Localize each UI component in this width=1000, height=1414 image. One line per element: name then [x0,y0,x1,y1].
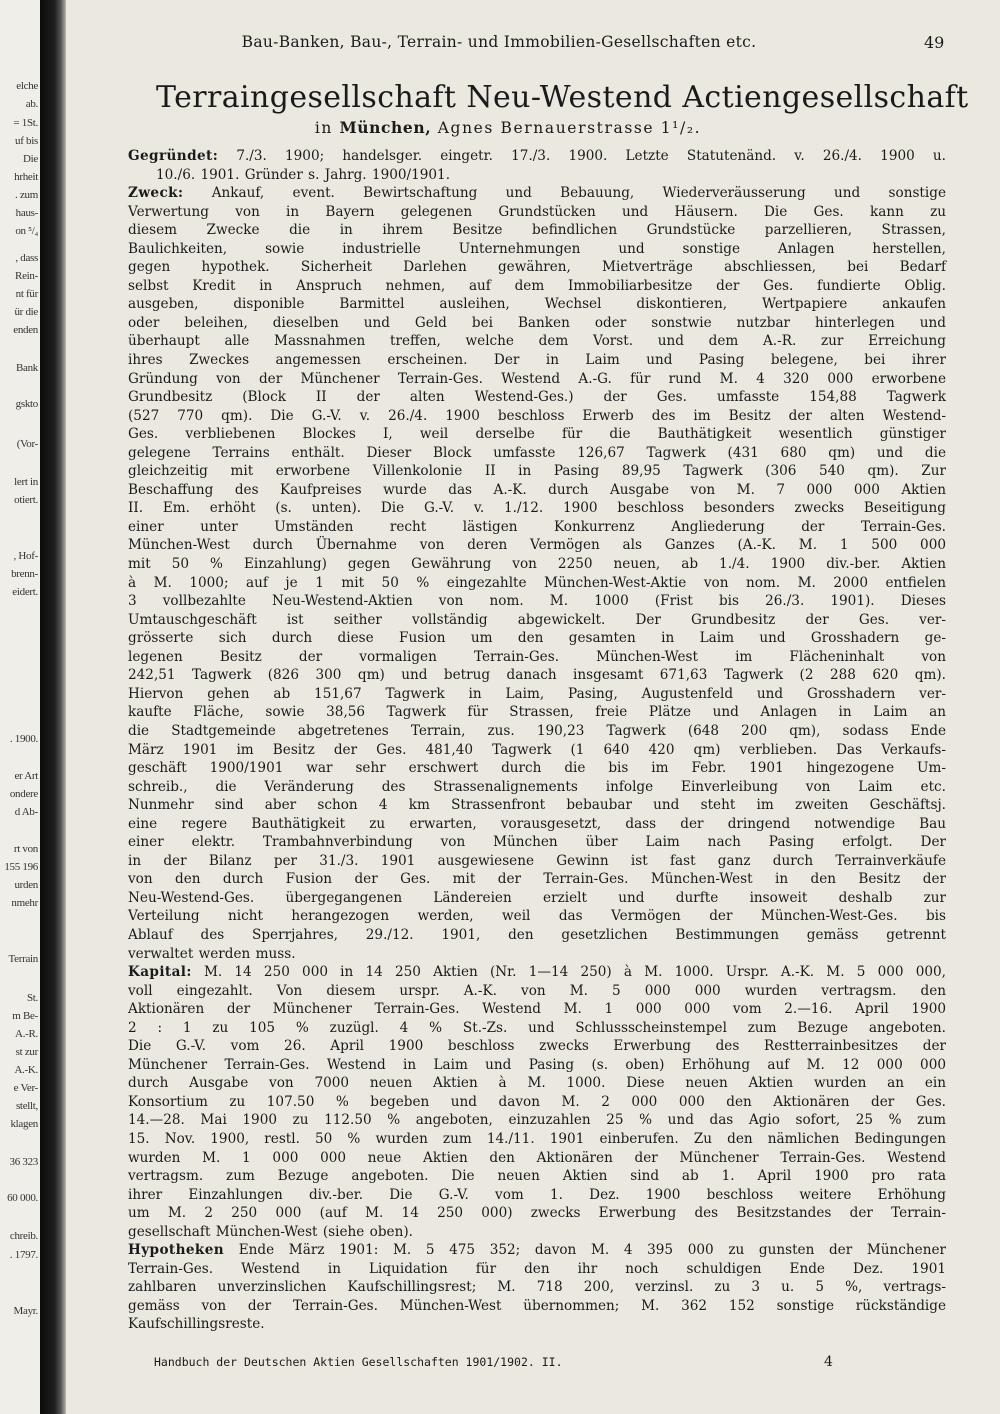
line-text: 2 : 1 zu 105 % zuzügl. 4 % St.-Zs. und Schlussscheinstempel zum Bezuge angeboten. [128,1019,946,1036]
facing-page-fragment: A.-K. [14,1064,38,1076]
page-number: 49 [924,33,945,52]
line-text: Konsortium zu 107.50 % begeben und davon M. 2 000 000 den Aktionären der Ges. [128,1093,946,1110]
facing-page-margin [0,0,40,1414]
text-line [128,1204,946,1223]
facing-page-fragment: otiert. [14,494,38,506]
text-line [128,982,946,1001]
text-line [128,1093,946,1112]
text-line [128,778,946,797]
footer-source: Handbuch der Deutschen Aktien Gesellschaften 1901/1902. II. [154,1355,563,1369]
line-text: Terrain-Ges. Westend in Liquidation für den ihr noch schuldigen Ende Dez. 1901 [128,1260,946,1277]
text-line [128,722,946,741]
text-line [128,1111,946,1130]
company-address [308,118,708,137]
text-line [128,370,946,389]
section-label: Hypotheken [128,1242,225,1259]
document-page [66,0,1000,1414]
facing-page-fragment: hrheit [14,171,38,183]
facing-page-fragment: A.-R. [15,1028,38,1040]
text-line [128,666,946,685]
line-text: geschäft 1900/1901 war sehr erschwert durch die bis im Febr. 1901 hingezogene Um- [128,760,946,777]
line-text: gelegene Terrains enthält. Dieser Block umfasste 126,67 Tagwerk (431 680 qm) und die [128,444,946,461]
facing-page-fragment: ondere [9,788,38,800]
line-text: Grundbesitz (Block II der alten Westend-Ges.) der Ges. umfasste 154,88 Tagwerk [128,389,946,406]
facing-page-fragment: eidert. [12,586,38,598]
text-line [128,221,946,240]
line-text: mit 50 % Einzahlung) gegen Gewährung von 2250 neuen, ab 1./4. 1900 div.-ber. Aktien [128,556,946,573]
line-text: 242,51 Tagwerk (826 300 qm) und betrug danach insgesamt 671,63 Tagwerk (2 288 620 qm). [128,667,946,684]
facing-page-fragment: = 1St. [13,117,38,129]
line-text: um M. 2 250 000 (auf M. 14 250 000) zwecks Erwerbung des Besitzstandes der Terrain- [128,1205,946,1222]
text-line [128,629,946,648]
line-text: selbst Kredit in Anspruch nehmen, auf dem Immobiliarbesitze der Ges. fundierte Oblig. [128,277,946,294]
facing-page-fragment: stellt, [15,1100,38,1112]
line-text: grösserte sich durch diese Fusion um den gesamten in Laim und Grosshadern ge- [128,630,946,647]
text-line [128,648,946,667]
line-text: verwaltet werden muss. [128,945,296,962]
text-line [128,555,946,574]
line-text: März 1901 im Besitz der Ges. 481,40 Tagwerk (1 640 420 qm) verblieben. Das Verkaufs- [128,741,946,758]
line-text: überhaupt alle Massnahmen treffen, welche dem Vorst. und dem A.-R. zur Erreichung [128,333,946,350]
line-text: (527 770 qm). Die G.-V. v. 26./4. 1900 beschloss Erwerb des im Besitz der alten Westend- [128,407,946,424]
line-text: voll eingezahlt. Von diesem urspr. A.-K. von M. 5 000 000 wurden vertragsm. den [128,982,946,999]
facing-page-fragment: gskto [15,398,38,410]
line-text: eine regere Bauthätigkeit zu erwarten, vorausgesetzt, dass der dringend notwendige Bau [128,815,946,832]
line-text: in der Bilanz per 31./3. 1901 ausgewiesene Gewinn ist fast ganz durch Terrainverkäufe [128,852,946,869]
text-line [128,314,946,333]
text-line [128,833,946,852]
facing-page-fragment: on ⁵/₄ [15,225,38,237]
facing-page-fragment: elche [16,80,38,92]
facing-page-fragment: Mayr. [13,1305,38,1317]
text-line [128,536,946,555]
text-line [128,240,946,259]
line-text: schreib., die Veränderung des Strassenalignements infolge Einverleibung von Laim etc. [128,778,946,795]
facing-page-fragment: lert in [14,476,38,488]
text-line [128,1074,946,1093]
line-text: Münchener Terrain-Ges. Westend in Laim und Pasing (s. oben) Erhöhung auf M. 12 000 000 [128,1056,946,1073]
line-text: ihres Zweckes angemessen erscheinen. Der in Laim und Pasing belegene, bei ihrer [128,352,946,369]
address-street: Agnes Bernauerstrasse 1¹/₂. [437,119,702,137]
text-line [128,1037,946,1056]
line-text: 7./3. 1900; handelsger. eingetr. 17./3. 1900. Letzte Statutenänd. v. 26./4. 1900 u. [236,148,947,164]
facing-page-fragment: St. [26,992,38,1004]
facing-page-fragment: uf bis [15,135,38,147]
text-line [128,796,946,815]
text-line [128,926,946,945]
text-line [128,258,946,277]
line-text: diesem Zwecke die in ihrem Besitze befindlichen Grundstücke parzellieren, Strassen, [128,222,946,239]
facing-page-fragment: ab. [25,98,38,110]
section-label: Kapital: [128,964,192,981]
facing-page-fragment: rt von [13,843,38,855]
facing-page-fragment: er Art [14,770,38,782]
text-line [128,425,946,444]
line-text: Gründung von der Münchener Terrain-Ges. Westend A.-G. für rund M. 4 320 000 erworbene [128,370,946,387]
facing-page-fragment: . zum [15,189,38,201]
line-text: Baulichkeiten, sowie industrielle Unternehmungen und sonstige Anlagen herstellen, [128,240,946,257]
text-line [128,889,946,908]
text-line [128,203,946,222]
line-text: durch Ausgabe von 7000 neuen Aktien à M. 1000. Diese neuen Aktien wurden an ein [128,1075,946,1092]
facing-page-fragment: Die [23,153,38,165]
line-text: gesellschaft München-West (siehe oben). [128,1223,413,1240]
line-text: Umtauschgeschäft ist seither vollständig abgewickelt. Der Grundbesitz der Ges. ver- [128,611,946,628]
facing-page-fragment: 36 323 [9,1156,38,1168]
book-spine-shadow [40,0,66,1414]
line-text: à M. 1000; auf je 1 mit 50 % eingezahlte München-West-Aktie von nom. M. 2000 entfielen [128,574,946,591]
line-text: 10./6. 1901. Gründer s. Jahrg. 1900/1901. [156,166,451,183]
facing-page-fragment: chreib. [9,1230,38,1242]
text-line [128,166,946,185]
text-line [128,592,946,611]
text-line [128,147,946,166]
running-head: Bau-Banken, Bau-, Terrain- und Immobilien-Gesellschaften etc. [241,33,757,51]
text-line [128,351,946,370]
facing-page-fragment: brenn- [11,568,38,580]
facing-page-fragment: m Be- [12,1010,38,1022]
facing-page-fragment: . 1900. [9,733,38,745]
text-line [128,907,946,926]
facing-page-fragment: Rein- [15,270,38,282]
text-line [128,1019,946,1038]
line-text: gleichzeitig mit erworbene Villenkolonie II in Pasing 89,95 Tagwerk (306 540 qm). Zur [128,463,946,480]
facing-page-fragment: ür die [14,306,38,318]
facing-page-fragment: st zur [15,1046,38,1058]
section-label: Gegründet: [128,148,219,164]
line-text: ihrer Einzahlungen div.-ber. Die G.-V. vom 1. Dez. 1900 beschloss weitere Erhöhung [128,1186,946,1203]
text-line [128,1241,946,1260]
text-line [128,481,946,500]
address-city: München, [339,118,432,137]
line-text: Verwertung von in Bayern gelegenen Grundstücken und Häusern. Die Ges. kann zu [128,203,946,220]
text-line [128,1056,946,1075]
line-text: Neu-Westend-Ges. übergegangenen Ländereien erzielt und durfte insoweit deshalb zur [128,889,946,906]
text-line [128,1278,946,1297]
facing-page-fragment: e Ver- [13,1082,38,1094]
address-prefix: in [314,119,333,137]
text-line [128,611,946,630]
text-line [128,499,946,518]
line-text: ausgeben, disponible Barmittel ausleihen, Wechsel diskontieren, Wertpapiere ankaufen [128,296,946,313]
facing-page-fragment: Terrain [8,953,38,965]
text-line [128,332,946,351]
line-text: legenen Besitz der vormaligen Terrain-Ges. München-West im Flächeninhalt von [128,648,946,665]
line-text: Die G.-V. vom 26. April 1900 beschloss zwecks Erwerbung des Restterrainbesitzes der [128,1038,946,1055]
text-line [128,1297,946,1316]
text-line [128,1149,946,1168]
facing-page-fragment: klagen [10,1118,38,1130]
line-text: Beschaffung des Kaufpreises wurde das A.-K. durch Ausgabe von M. 7 000 000 Aktien [128,481,946,498]
text-line [128,388,946,407]
facing-page-fragment: d Ab- [14,806,38,818]
text-line [128,295,946,314]
company-description [128,147,946,1334]
text-line [128,1130,946,1149]
facing-page-fragment: 60 000. [7,1192,38,1204]
text-line [128,963,946,982]
facing-page-fragment: enden [13,324,38,336]
text-line [128,1223,946,1242]
line-text: gemäss von der Terrain-Ges. München-West übernommen; M. 362 152 sonstige rückständige [128,1297,946,1314]
line-text: München-West durch Übernahme von deren Vermögen als Ganzes (A.-K. M. 1 500 000 [128,537,946,554]
text-line [128,277,946,296]
line-text: einer unter Umständen recht lästigen Konkurrenz Angliederung der Terrain-Ges. [128,518,946,535]
line-text: 3 vollbezahlte Neu-Westend-Aktien von nom. M. 1000 (Frist bis 26./3. 1901). Dieses [128,593,946,610]
text-line [128,1260,946,1279]
footer-signature-number: 4 [824,1354,833,1370]
facing-page-fragment: . 1797. [9,1249,38,1261]
line-text: gegen hypothek. Sicherheit Darlehen gewähren, Mietverträge abschliessen, bei Bedarf [128,259,946,276]
text-line [128,815,946,834]
line-text: Aktionären der Münchener Terrain-Ges. Westend M. 1 000 000 vom 2.—16. April 1900 [128,1001,946,1018]
text-line [128,945,946,964]
line-text: Nunmehr sind aber schon 4 km Strassenfront bebaubar und steht im zweiten Geschäftsj. [128,797,946,814]
line-text: Ende März 1901: M. 5 475 352; davon M. 4 395 000 zu gunsten der Münchener [238,1242,947,1259]
line-text: vertragsm. zum Bezuge angeboten. Die neuen Aktien sind ab 1. April 1900 pro rata [128,1168,946,1185]
line-text: einer elektr. Trambahnverbindung von München über Laim nach Pasing erfolgt. Der [128,834,946,851]
facing-page-fragment: , dass [15,252,38,264]
text-line [128,1315,946,1334]
text-line [128,444,946,463]
line-text: Ankauf, event. Bewirtschaftung und Bebauung, Wiederveräusserung und sonstige [211,185,946,202]
page-title: Terraingesellschaft Neu-Westend Actiengesellschaft [156,80,969,115]
line-text: 15. Nov. 1900, restl. 50 % wurden zum 14./11. 1901 einberufen. Zu den nämlichen Bedingungen [128,1130,946,1147]
line-text: Ges. verbliebenen Blockes I, weil derselbe für die Bauthätigkeit wesentlich günstiger [128,426,946,443]
line-text: die Stadtgemeinde abgetretenes Terrain, zus. 190,23 Tagwerk (648 200 qm), sodass Ende [128,722,946,739]
text-line [128,759,946,778]
text-line [128,741,946,760]
text-line [128,1186,946,1205]
text-line [128,852,946,871]
facing-page-fragment: haus- [15,207,38,219]
text-line [128,1000,946,1019]
facing-page-fragment: nt für [15,288,38,300]
facing-page-fragment: urden [14,879,38,891]
section-label: Zweck: [128,185,184,202]
line-text: M. 14 250 000 in 14 250 Aktien (Nr. 1—14 250) à M. 1000. Urspr. A.-K. M. 5 000 000, [203,964,946,981]
text-line [128,184,946,203]
line-text: II. Em. erhöht (s. unten). Die G.-V. v. 1./12. 1900 beschloss besonders zwecks Beseitigung [128,500,946,517]
line-text: Verteilung nicht herangezogen werden, weil das Vermögen der München-West-Ges. bis [128,908,946,925]
facing-page-fragment: nmehr [11,897,38,909]
line-text: 14.—28. Mai 1900 zu 112.50 % angeboten, einzuzahlen 25 % und das Agio sofort, 25 % zum [128,1112,946,1129]
facing-page-fragment: Bank [15,362,38,374]
line-text: Ablauf des Sperrjahres, 29./12. 1901, den gesetzlichen Bestimmungen gemäss getrennt [128,926,946,943]
line-text: Kaufschillingsreste. [128,1316,265,1333]
text-line [128,1167,946,1186]
text-line [128,574,946,593]
line-text: wurden M. 1 000 000 neue Aktien den Aktionären der Münchener Terrain-Ges. Westend [128,1149,946,1166]
facing-page-fragment: 155 196 [4,861,38,873]
text-line [128,703,946,722]
text-line [128,462,946,481]
text-line [128,870,946,889]
facing-page-fragment: , Hof- [13,550,38,562]
line-text: kaufte Fläche, sowie 38,56 Tagwerk für Strassen, freie Plätze und Anlagen in Laim an [128,704,946,721]
line-text: oder beleihen, dieselben und Geld bei Banken oder sonstwie nutzbar hinterlegen und [128,314,946,331]
line-text: von den durch Fusion der Ges. mit der Terrain-Ges. München-West in den Besitz der [128,871,946,888]
text-line [128,518,946,537]
text-line [128,685,946,704]
line-text: Hiervon gehen ab 151,67 Tagwerk in Laim, Pasing, Augustenfeld und Grosshadern ver- [128,685,946,702]
line-text: zahlbaren unverzinslichen Kaufschillingsrest; M. 718 200, verzinsl. zu 3 u. 5 %, vertrags- [128,1279,946,1296]
text-line [128,407,946,426]
facing-page-fragment: (Vor- [16,438,38,450]
